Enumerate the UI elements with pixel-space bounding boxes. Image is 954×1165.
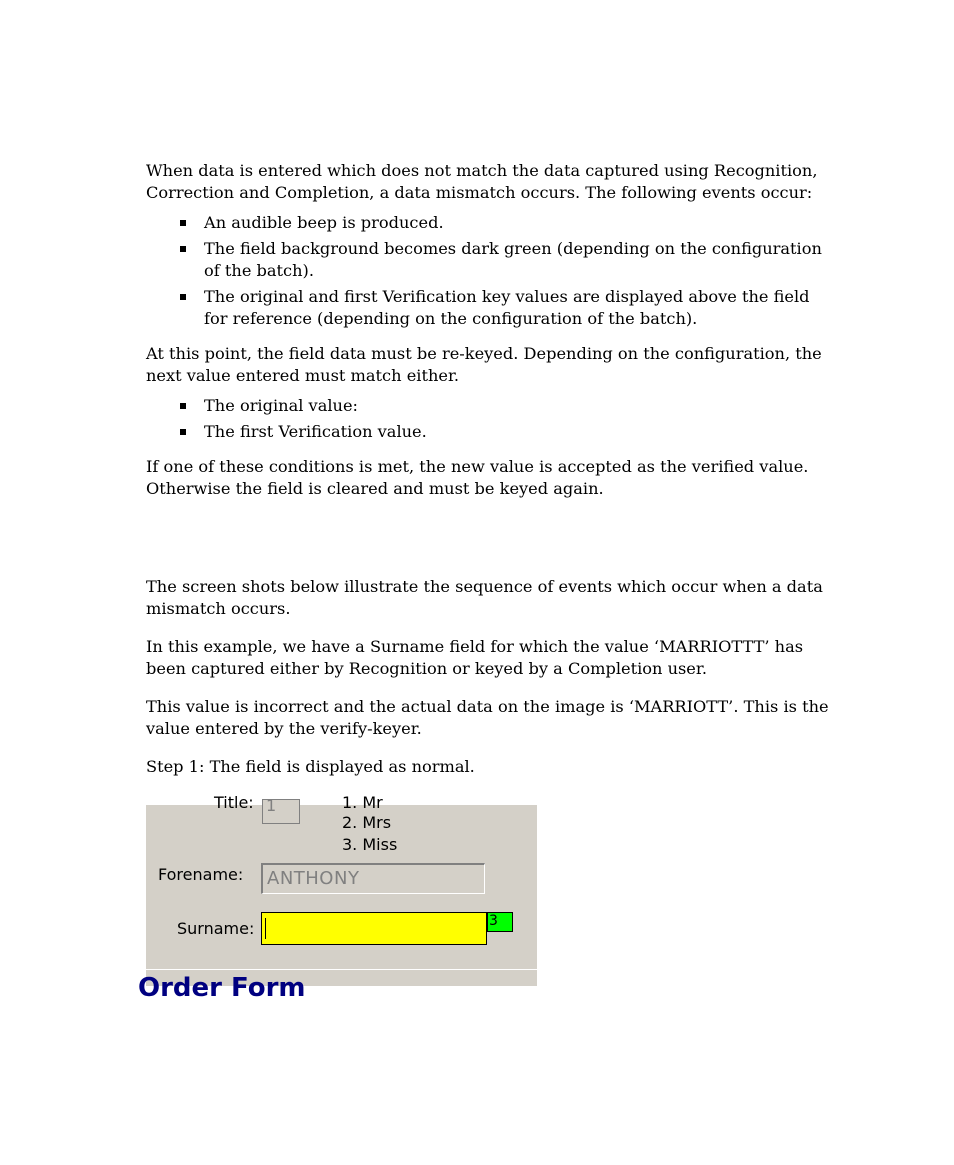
text-caret <box>265 918 266 939</box>
step1-caption: Step 1: The field is displayed as normal. <box>146 757 475 776</box>
forename-label: Forename: <box>158 865 244 884</box>
intro-paragraph: When data is entered which does not match the data captured using Recognition, Correction and Completion, a data mismatch occurs. The following events occur: <box>146 161 818 202</box>
surname-label: Surname: <box>177 919 255 938</box>
title-option-miss: 3. Miss <box>342 835 398 854</box>
screens-paragraph: The screen shots below illustrate the sequence of events which occur when a data mismatch occurs. <box>146 577 823 618</box>
list-item: The first Verification value. <box>146 421 836 443</box>
example-paragraph: In this example, we have a Surname field for which the value ‘MARRIOTTT’ has been captured either by Recognition or keyed by a Completion user. <box>146 637 804 678</box>
title-option-mr: 1. Mr <box>342 793 383 812</box>
list-item: The field background becomes dark green (depending on the configuration of the batch). <box>146 238 836 282</box>
incorrect-paragraph: This value is incorrect and the actual data on the image is ‘MARRIOTT’. This is the value entered by the verify-keyer. <box>146 697 829 738</box>
list-item: The original value: <box>146 395 836 417</box>
match-options-list <box>146 395 836 443</box>
list-item: An audible beep is produced. <box>146 212 836 234</box>
title-value: 1 <box>266 796 277 815</box>
rekey-paragraph: At this point, the field data must be re-keyed. Depending on the configuration, the next value entered must match either. <box>146 344 822 385</box>
document-body <box>146 160 836 778</box>
conditions-paragraph: If one of these conditions is met, the new value is accepted as the verified value. Otherwise the field is cleared and must be keyed again. <box>146 457 809 498</box>
events-list <box>146 212 836 330</box>
title-option-mrs: 2. Mrs <box>342 813 392 832</box>
title-field[interactable] <box>262 796 300 824</box>
surname-field[interactable] <box>261 912 487 945</box>
forename-field[interactable]: ANTHONY <box>261 863 485 894</box>
order-form-heading: Order Form <box>138 973 306 1003</box>
form-screenshot <box>138 793 537 1003</box>
list-item: The original and first Verification key values are displayed above the field for reference (depending on the configuration of the batch). <box>146 286 836 330</box>
title-label: Title: <box>214 793 254 812</box>
count-badge: 3 <box>487 912 513 932</box>
divider <box>146 969 537 970</box>
